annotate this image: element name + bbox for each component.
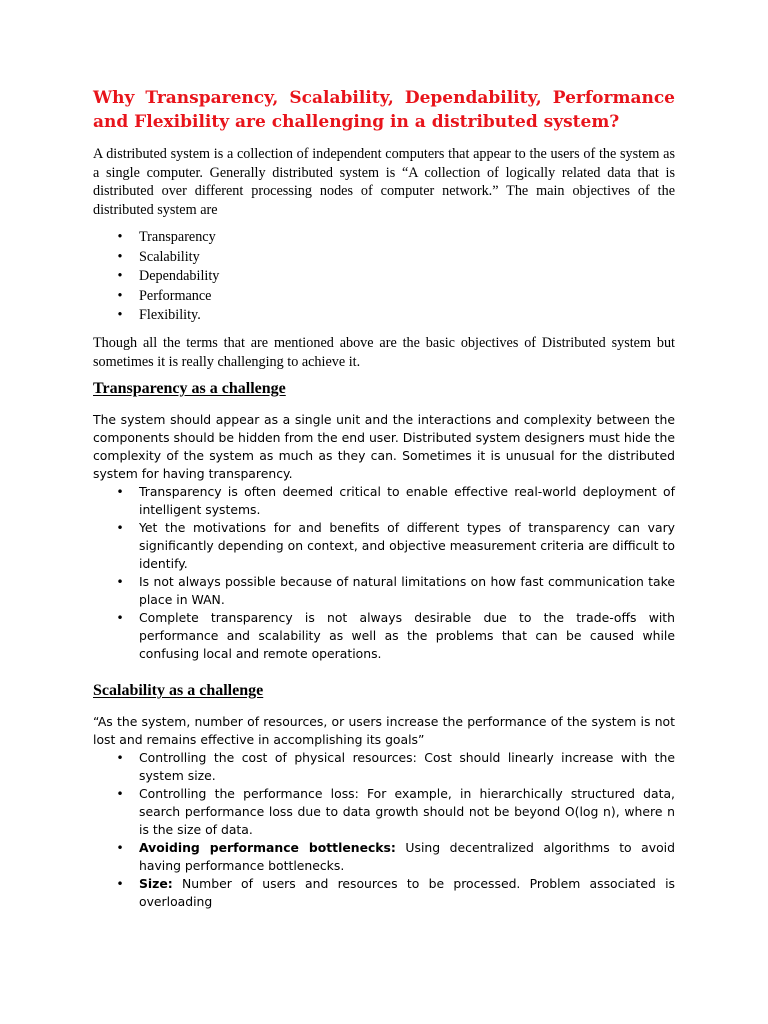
- list-item: • Controlling the performance loss: For example, in hierarchically structured data, search performance loss due to data growth should not be beyond O(log n), where n is the size of data.: [116, 786, 675, 837]
- bullet-icon: •: [117, 229, 123, 245]
- bullet-icon: •: [116, 840, 124, 855]
- scalability-paragraph: “As the system, number of resources, or users increase the performance of the system is not lost and remains effective in accomplishing its goals”: [93, 714, 675, 747]
- scalability-list: [93, 749, 675, 911]
- transparency-paragraph: The system should appear as a single unit and the interactions and complexity between the components should be hidden from the end user. Distributed system designers must hide the complexity of the system as much as they can. Sometimes it is unusual for the distributed system for having transparency.: [93, 412, 675, 481]
- bullet-icon: •: [116, 610, 124, 625]
- list-item: • Controlling the cost of physical resources: Cost should linearly increase with the system size.: [116, 750, 675, 783]
- transparency-list: [93, 483, 675, 663]
- bullet-icon: •: [116, 876, 124, 891]
- list-item: • Dependability: [93, 267, 675, 287]
- list-item: • Size: Number of users and resources to be processed. Problem associated is overloading: [116, 876, 675, 909]
- bullet-icon: •: [116, 484, 124, 499]
- bullet-icon: •: [116, 750, 124, 765]
- list-item: • Yet the motivations for and benefits of different types of transparency can vary significantly depending on context, and objective measurement criteria are difficult to identify.: [116, 520, 675, 571]
- objectives-list: [93, 228, 675, 326]
- list-item: • Transparency: [93, 228, 675, 248]
- list-item: • Scalability: [93, 248, 675, 268]
- list-item: • Complete transparency is not always desirable due to the trade-offs with performance and scalability as well as the problems that can be caused while confusing local and remote operations.: [116, 610, 675, 661]
- list-item: • Flexibility.: [93, 306, 675, 326]
- page-title: Why Transparency, Scalability, Dependability, Performance and Flexibility are challenging in a distributed system?: [93, 88, 675, 132]
- bullet-icon: •: [117, 248, 123, 265]
- list-item: • Is not always possible because of natural limitations on how fast communication take place in WAN.: [116, 574, 675, 607]
- scalability-heading: Scalability as a challenge: [93, 682, 264, 699]
- bullet-icon: •: [116, 574, 124, 589]
- bullet-icon: •: [116, 520, 124, 535]
- bullet-icon: •: [117, 287, 123, 304]
- bullet-icon: •: [117, 307, 123, 323]
- list-item: • Performance: [93, 287, 675, 307]
- bullet-icon: •: [117, 268, 123, 284]
- transparency-heading: Transparency as a challenge: [93, 380, 286, 397]
- list-item: • Avoiding performance bottlenecks: Using decentralized algorithms to avoid having performance bottlenecks.: [116, 840, 675, 873]
- objectives-outro: Though all the terms that are mentioned above are the basic objectives of Distributed system but sometimes it is really challenging to achieve it.: [93, 335, 675, 370]
- intro-paragraph: A distributed system is a collection of independent computers that appear to the users of the system as a single computer. Generally distributed system is “A collection of logically related data that is distributed over different processing nodes of computer network.” The main objectives of the distributed system are: [93, 146, 675, 218]
- list-item: • Transparency is often deemed critical to enable effective real-world deployment of intelligent systems.: [116, 484, 675, 517]
- bullet-icon: •: [116, 786, 124, 801]
